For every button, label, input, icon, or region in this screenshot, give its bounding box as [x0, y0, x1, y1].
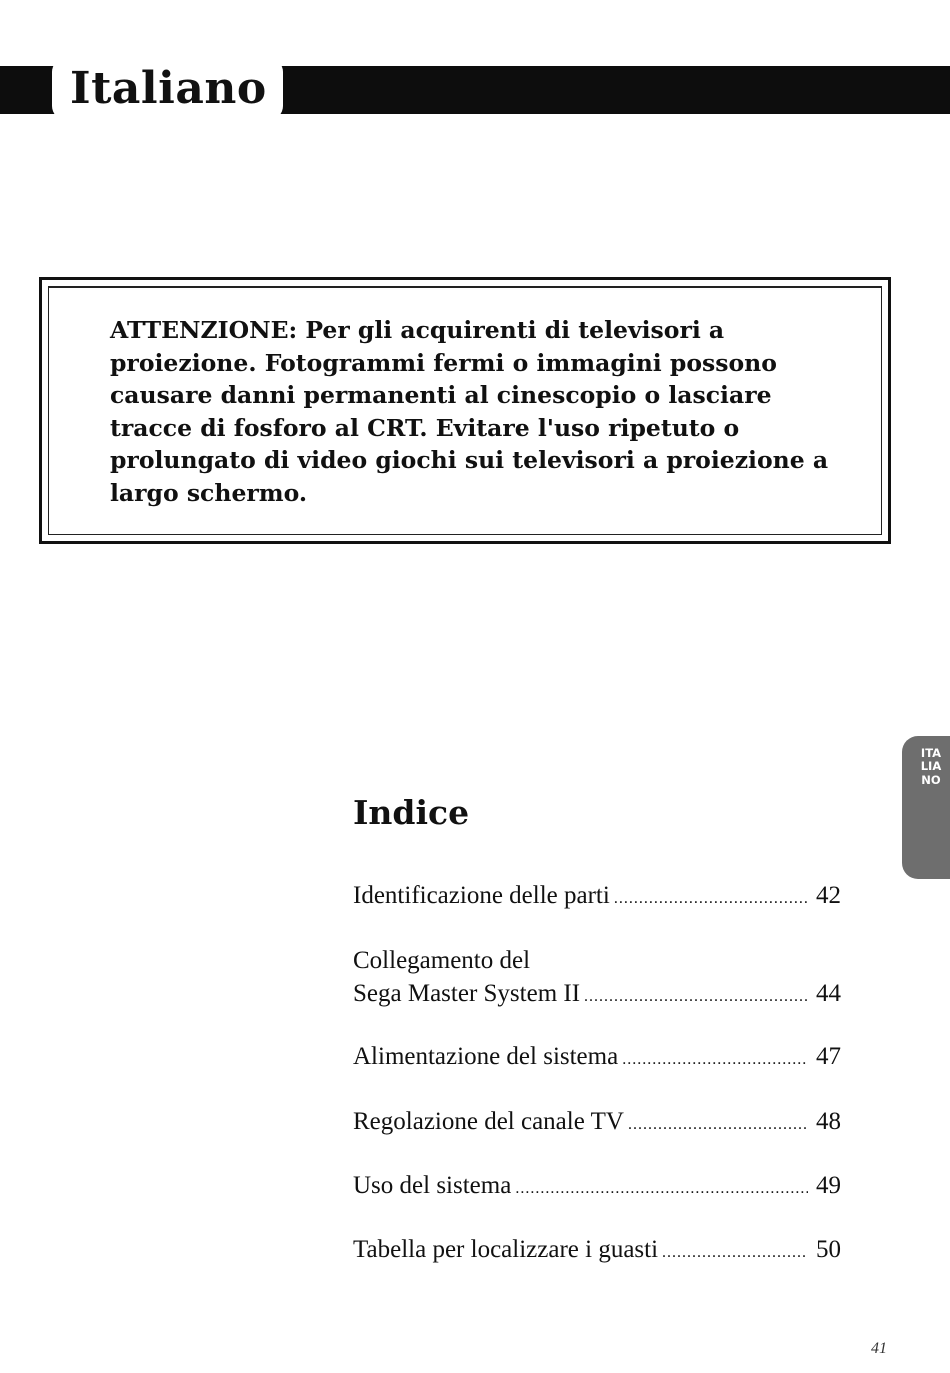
toc-leader-dots: [584, 980, 808, 1013]
toc-entry[interactable]: [353, 1169, 841, 1205]
toc-leader-dots: [662, 1236, 808, 1269]
toc-entry-page: 42: [816, 882, 841, 909]
toc-entry[interactable]: [353, 1105, 841, 1141]
page-title: Italiano: [70, 63, 267, 114]
toc-leader-dots: [515, 1172, 808, 1205]
toc-entry[interactable]: [353, 1040, 841, 1076]
toc-entry-label: Tabella per localizzare i guasti: [353, 1236, 659, 1263]
toc-entry[interactable]: [353, 944, 841, 1013]
toc-entry-label: Uso del sistema: [353, 1172, 512, 1199]
toc-leader-dots: [614, 882, 808, 915]
toc-entry-page: 44: [816, 980, 841, 1007]
language-side-tab-label: ITALIANO: [920, 746, 942, 787]
toc-entry-page: 47: [816, 1043, 841, 1070]
warning-text: ATTENZIONE: Per gli acquirenti di televisori a proiezione. Fotogrammi fermi o immagini possono causare danni permanenti al cinescopio o lasciare tracce di fosforo al CRT. Evitare l'uso ripetuto o prolungato di video giochi sui televisori a proiezione a largo schermo.: [110, 316, 829, 507]
header-title-container: [52, 58, 283, 120]
toc-entry-label: Sega Master System II: [353, 980, 581, 1007]
page-number: 41: [871, 1340, 887, 1357]
toc-entry-label: Identificazione delle parti: [353, 882, 610, 909]
toc-entry[interactable]: [353, 879, 841, 915]
toc-leader-dots: [622, 1043, 808, 1076]
toc-entry-page: 48: [816, 1108, 841, 1135]
toc-entry-label-line1: Collegamento del: [353, 947, 531, 974]
toc-leader-dots: [628, 1108, 808, 1141]
toc-entry-page: 50: [816, 1236, 841, 1263]
toc-entry-page: 49: [816, 1172, 841, 1199]
toc-title: Indice: [353, 793, 470, 832]
toc-entry-label: Regolazione del canale TV: [353, 1108, 624, 1135]
toc-entry-label: Alimentazione del sistema: [353, 1043, 619, 1070]
toc-entry[interactable]: [353, 1233, 841, 1269]
